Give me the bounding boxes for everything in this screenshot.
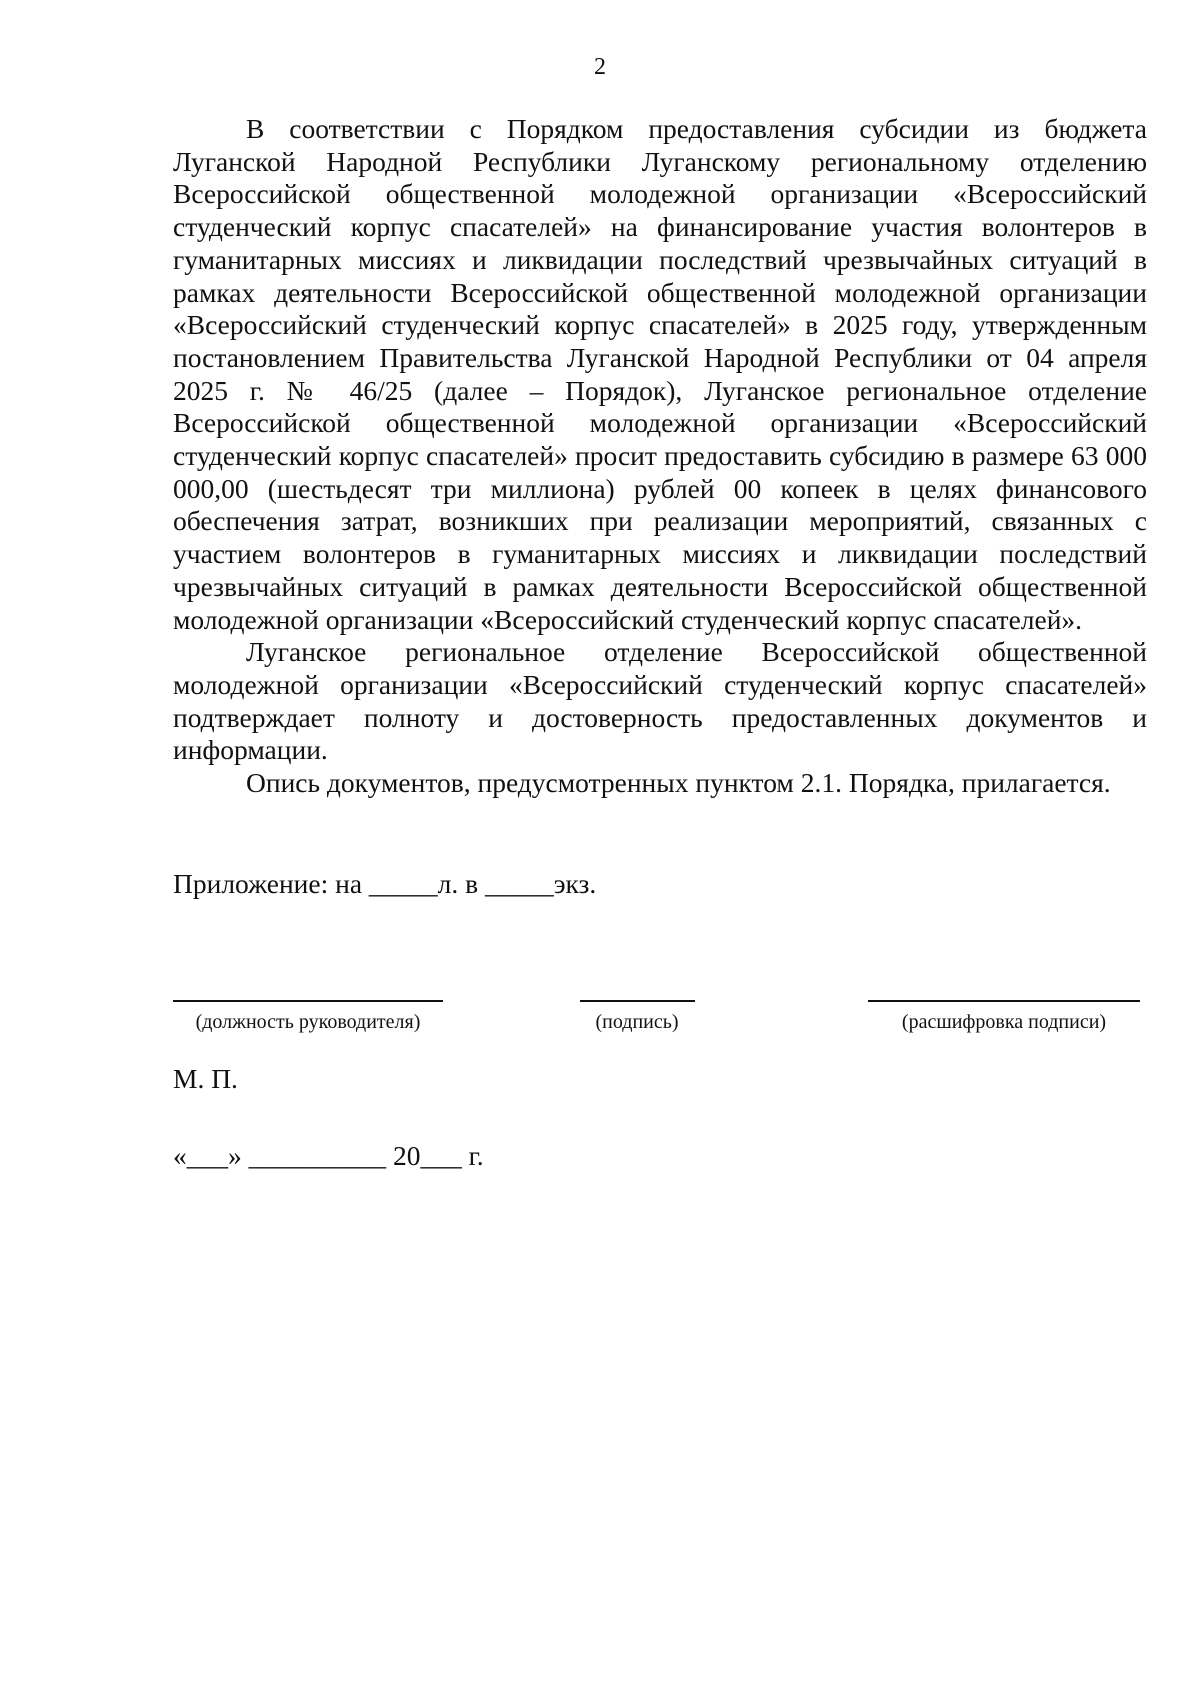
document-body: [173, 113, 1147, 800]
page-number: 2: [594, 54, 606, 80]
seal-mark: М. П.: [173, 1063, 238, 1094]
decoding-signature-line: [868, 1000, 1140, 1002]
signature-line: [580, 1000, 695, 1002]
paragraph-inventory: Опись документов, предусмотренных пунктом 2.1. Порядка, прилагается.: [246, 767, 1111, 799]
signature-caption: (подпись): [595, 1011, 679, 1033]
position-caption: (должность руководителя): [195, 1011, 421, 1033]
paragraph-confirmation: Луганское региональное отделение Всероссийской общественной молодежной организации «Всероссийский студенческий корпус спасателей» подтверждает полноту и достоверность предоставленных документов и информации.: [173, 636, 1147, 766]
decoding-caption: (расшифровка подписи): [901, 1011, 1107, 1033]
date-line: «___» __________ 20___ г.: [173, 1140, 484, 1171]
paragraph-subsidy-request: В соответствии с Порядком предоставления субсидии из бюджета Луганской Народной Республики Луганскому региональному отделению Всероссийской общественной молодежной организации «Всероссийский студенческий корпус спасателей» на финансирование участия волонтеров в гуманитарных миссиях и ликвидации последствий чрезвычайных ситуаций в рамках деятельности Всероссийской общественной молодежной организации «Всероссийский студенческий корпус спасателей» в 2025 году, утвержденным постановлением Правительства Луганской Народной Республики от 04 апреля 2025 г. № 46/25 (далее – Порядок), Луганское региональное отделение Всероссийской общественной молодежной организации «Всероссийский студенческий корпус спасателей» просит предоставить субсидию в размере 63 000 000,00 (шестьдесят три миллиона) рублей 00 копеек в целях финансового обеспечения затрат, возникших при реализации мероприятий, связанных с участием волонтеров в гуманитарных миссиях и ликвидации последствий чрезвычайных ситуаций в рамках деятельности Всероссийской общественной молодежной организации «Всероссийский студенческий корпус спасателей».: [173, 113, 1147, 635]
position-signature-line: [173, 1000, 443, 1002]
attachment-line: Приложение: на _____л. в _____экз.: [173, 868, 597, 899]
